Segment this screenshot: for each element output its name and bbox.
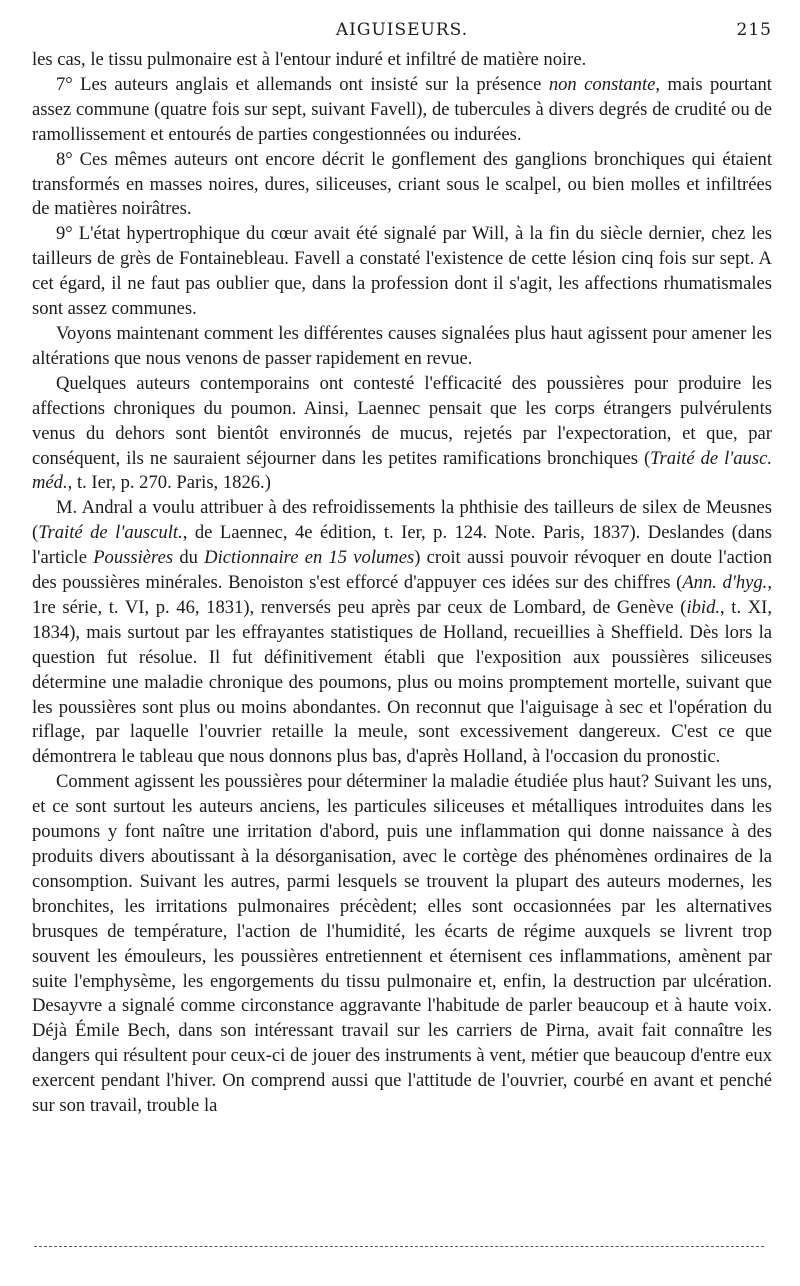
italic-citation: Dictionnaire en 15 volumes <box>204 547 415 569</box>
italic-citation: Ann. d'hyg. <box>682 572 768 594</box>
italic-citation: Traité de l'ausc. méd. <box>32 447 772 494</box>
paragraph <box>32 222 772 322</box>
book-page <box>32 18 772 1119</box>
text-run: 9° L'état hypertrophique du cœur avait été signalé par Will, à la fin du siècle dernier, chez les tailleurs de grès de Fontainebleau. Favell a constaté l'existence de cette lésion cinq fois sur sept. A cet égard, il ne faut pas oublier que, dans la profession dont il s'agit, les affections rhumatismales sont assez communes. <box>32 223 772 320</box>
text-run: , 1re série, t. VI, p. 46, 1831), renversés peu après par ceux de Lombard, de Genève ( <box>32 572 772 618</box>
text-run: , de Laennec, 4e édition, t. Ier, p. 124. Note. Paris, 1837). Deslandes (dans l'article <box>32 522 773 569</box>
italic-citation: ibid. <box>686 596 721 618</box>
text-run: M. Andral a voulu attribuer à des refroidissements la phthisie des tailleurs de silex de Meusnes ( <box>32 497 772 544</box>
text-run: , mais pourtant assez commune (quatre fois sur sept, suivant Favell), de tubercules à divers degrés de crudité ou de ramollissement et entourés de parties congestionnées ou indurées. <box>32 73 772 145</box>
text-run: du <box>173 547 205 569</box>
text-run: , t. Ier, p. 270. Paris, 1826.) <box>67 472 271 494</box>
text-run: les cas, le tissu pulmonaire est à l'entour induré et infiltré de matière noire. <box>32 49 587 70</box>
page-number: 215 <box>736 20 772 40</box>
footer-rule <box>34 1246 764 1247</box>
text-run: , t. XI, 1834), mais surtout par les effrayantes statistiques de Holland, recueillies à Sheffield. Dès lors la question fut résolue. Il fut définitivement établi que l'exposition aux poussières siliceuses détermine une maladie chronique des poumons, plus ou moins promptement mortelle, suivant que les poussières sont plus ou moins abondantes. On reconnut que l'aiguisage à sec et l'opération du riflage, par laquelle l'ouvrier retaille la meule, sont excessivement dangereux. C'est ce que démontrera le tableau que nous donnons plus bas, d'après Holland, à l'occasion du pronostic. <box>32 596 773 768</box>
running-title: AIGUISEURS. <box>335 20 469 40</box>
paragraph <box>32 372 772 497</box>
text-run: 7° Les auteurs anglais et allemands ont insisté sur la présence <box>56 73 549 95</box>
text-run: Comment agissent les poussières pour déterminer la maladie étudiée plus haut? Suivant les uns, et ce sont surtout les auteurs anciens, les particules siliceuses et métalliques introduites dans les poumons y font naître une irritation d'abord, puis une inflammation qui donne naissance à des produits divers aboutissant à la désorganisation, avec le cortège des phénomènes ordinaires de la consomption. Suivant les autres, parmi lesquels se trouvent la plupart des auteurs modernes, les bronchites, les irritations pulmonaires précèdent; elles sont occasionnées par les alternatives brusques de température, l'action de l'humidité, les écarts de régime auxquels se livrent trop souvent les émouleurs, les poussières entretiennent et éternisent ces inflammations, amènent par suite l'emphysème, les engorgements du tissu pulmonaire et, enfin, la destruction par ulcération. Desayvre a signalé comme circonstance aggravante l'habitude de parler beaucoup et à haute voix. Déjà Émile Bech, dans son intéressant travail sur les carriers de Pirna, avait fait connaître les dangers qui résultent pour ceux-ci de jouer des instruments à vent, métier que beaucoup d'entre eux exercent pendant l'hiver. On comprend aussi que l'attitude de l'ouvrier, courbé en avant et penché sur son travail, trouble la <box>32 771 772 1117</box>
paragraph <box>32 322 772 372</box>
paragraph <box>32 148 772 223</box>
running-head <box>32 18 772 46</box>
italic-citation: Traité de l'auscult. <box>38 522 183 544</box>
text-run: Quelques auteurs contemporains ont contesté l'efficacité des poussières pour produire les affections chroniques du poumon. Ainsi, Laennec pensait que les corps étrangers pulvérulents venus du dehors sont bientôt environnés de mucus, rejetés par l'expectoration, et que, par conséquent, ils ne sauraient séjourner dans les petites ramifications bronchiques ( <box>32 372 772 469</box>
italic-citation: non constante <box>548 73 656 95</box>
paragraph <box>32 48 772 73</box>
paragraph <box>32 770 772 1119</box>
paragraph <box>32 73 772 148</box>
text-run: Voyons maintenant comment les différentes causes signalées plus haut agissent pour amener les altérations que nous venons de passer rapidement en revue. <box>32 322 772 369</box>
text-run: ) croit aussi pouvoir révoquer en doute l'action des poussières minérales. Benoiston s'est efforcé d'appuyer ces idées sur des chiffres ( <box>32 547 772 594</box>
paragraph <box>32 496 772 770</box>
text-run: 8° Ces mêmes auteurs ont encore décrit le gonflement des ganglions bronchiques qui étaient transformés en masses noires, dures, siliceuses, criant sous le scalpel, ou bien molles et infiltrées de matières noirâtres. <box>32 148 772 220</box>
italic-citation: Poussières <box>93 547 174 569</box>
body-text <box>32 48 772 1119</box>
